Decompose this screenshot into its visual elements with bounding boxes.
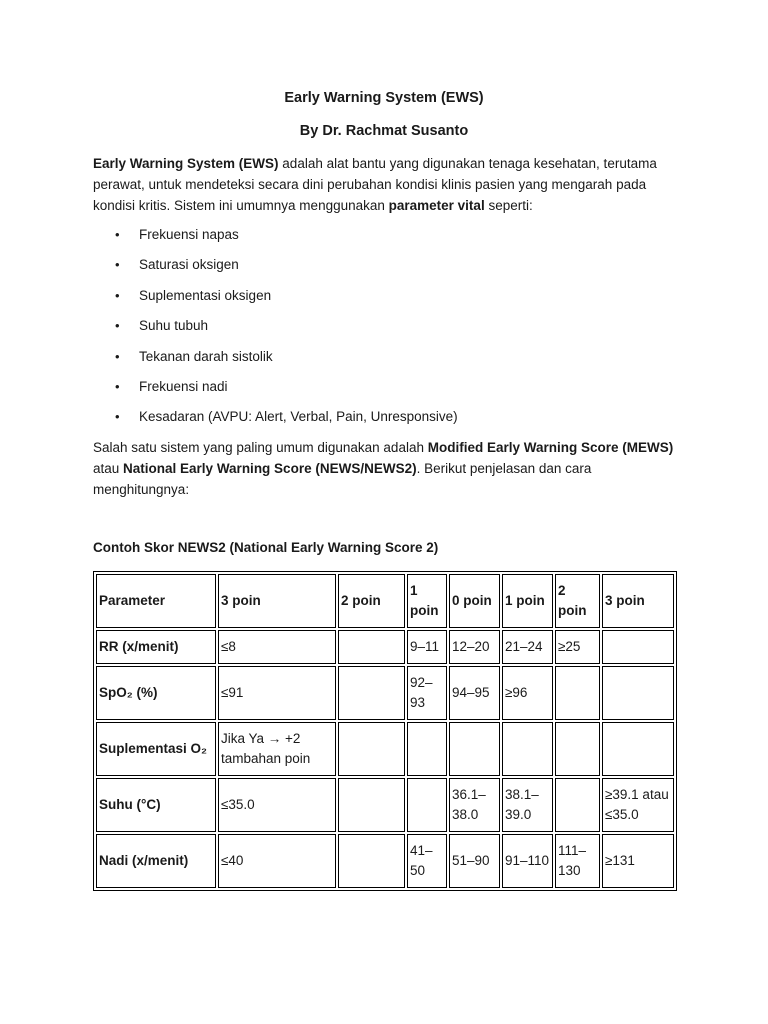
intro-paragraph [93,153,678,216]
table-cell: ≥131 [602,834,674,888]
list-item-label: Saturasi oksigen [139,257,239,273]
list-item-label: Tekanan darah sistolik [139,348,273,364]
list-item [93,406,653,436]
table-cell [338,834,405,888]
table-header-cell: 1 poin [502,574,553,628]
table-cell: ≥25 [555,630,600,664]
table-cell [502,722,553,776]
table-cell: Jika Ya → +2 tambahan poin [218,722,336,776]
table-cell: Suplementasi O₂ [96,722,216,776]
news2-score-table [93,571,677,891]
table-header-cell: 3 poin [602,574,674,628]
mews-bold-mews: Modified Early Warning Score (MEWS) [427,440,674,455]
table-cell: 38.1–39.0 [502,778,553,832]
table-cell: 12–20 [449,630,500,664]
table-row [96,722,674,776]
table-cell: ≤40 [218,834,336,888]
table-header-cell: Parameter [96,574,216,628]
list-item [93,346,653,376]
list-item [93,224,653,254]
table-cell [555,722,600,776]
table-cell: ≤91 [218,666,336,720]
table-header-cell: 1 poin [407,574,447,628]
list-item [93,285,653,315]
table-row [96,630,674,664]
table-header-cell: 0 poin [449,574,500,628]
list-item-label: Frekuensi napas [139,227,239,242]
table-header-cell: 3 poin [218,574,336,628]
table-cell [338,778,405,832]
mews-text-1: Salah satu sistem yang paling umum digunakan adalah [93,440,428,455]
table-header-cell: 2 poin [338,574,405,628]
table-cell: 41–50 [407,834,447,888]
list-item [93,315,653,345]
table-cell: Suhu (°C) [96,778,216,832]
list-item [93,254,653,284]
table-cell: 94–95 [449,666,500,720]
bullet-icon: • [115,348,120,364]
bullet-icon: • [115,409,120,425]
intro-term: Early Warning System (EWS) [93,156,279,171]
table-cell [555,666,600,720]
bullet-icon: • [115,378,120,394]
table-cell [338,630,405,664]
vital-parameter-list [93,224,653,437]
table-cell [449,722,500,776]
table-cell [407,778,447,832]
table-cell [602,666,674,720]
intro-bold-parameter-vital: parameter vital [388,198,485,213]
table-cell: ≤35.0 [218,778,336,832]
intro-text-1: adalah alat bantu yang digunakan tenaga kesehatan, terutama perawat, untuk mendeteksi secara dini perubahan kondisi klinis pasien yang mengarah pada kondisi kritis. Sistem ini umumnya menggunakan [93,156,657,213]
table-cell: ≤8 [218,630,336,664]
mews-bold-news: National Early Warning Score (NEWS/NEWS2) [123,461,417,476]
table-cell: 36.1–38.0 [449,778,500,832]
table-cell: ≥39.1 atau ≤35.0 [602,778,674,832]
table-cell: 92–93 [407,666,447,720]
table-cell: SpO₂ (%) [96,666,216,720]
list-item [93,376,653,406]
bullet-icon: • [115,287,120,303]
table-cell: ≥96 [502,666,553,720]
table-cell [338,722,405,776]
table-cell [555,778,600,832]
table-row [96,666,674,720]
table-caption: Contoh Skor NEWS2 (National Early Warning Score 2) [93,540,439,555]
list-item-label: Frekuensi nadi [139,378,228,394]
bullet-icon: • [115,318,120,334]
mews-paragraph [93,437,678,500]
intro-text-2: seperti: [484,198,533,213]
table-cell [602,630,674,664]
table-cell [407,722,447,776]
bullet-icon: • [115,257,120,273]
document-author: By Dr. Rachmat Susanto [299,123,469,139]
mews-text-3: . Berikut penjelasan dan cara menghitungnya: [93,461,592,497]
table-cell: 91–110 [502,834,553,888]
document-title: Early Warning System (EWS) [284,90,484,106]
table-cell: 111–130 [555,834,600,888]
table-cell [338,666,405,720]
mews-text-2: atau [93,461,124,476]
list-item-label: Suplementasi oksigen [139,287,272,303]
table-cell: 21–24 [502,630,553,664]
table-row [96,778,674,832]
table-cell: 9–11 [407,630,447,664]
table-header-cell: 2 poin [555,574,600,628]
table-cell: RR (x/menit) [96,630,216,664]
list-item-label: Kesadaran (AVPU: Alert, Verbal, Pain, Unresponsive) [139,409,458,425]
list-item-label: Suhu tubuh [139,318,209,334]
bullet-icon: • [115,227,120,242]
table-cell: Nadi (x/menit) [96,834,216,888]
table-row [96,834,674,888]
table-cell: 51–90 [449,834,500,888]
table-header-row [96,574,674,628]
table-cell [602,722,674,776]
